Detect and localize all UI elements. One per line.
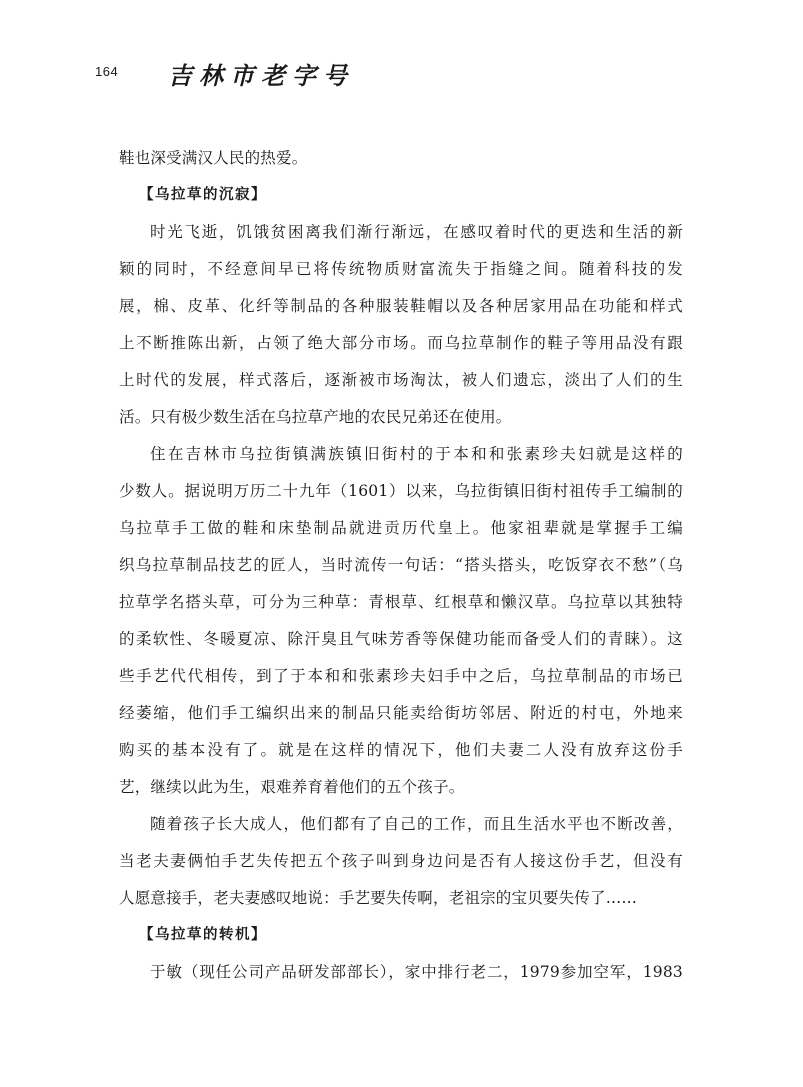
paragraph bbox=[119, 214, 683, 436]
book-title: 吉林市老字号 bbox=[168, 61, 354, 90]
paragraph bbox=[119, 806, 683, 917]
paragraph-line: 颖的同时，不经意间早已将传统物质财富流失于指缝之间。随着科技的发 bbox=[119, 260, 683, 278]
page-body bbox=[119, 140, 683, 991]
paragraph-line: 织乌拉草制品技艺的匠人，当时流传一句话：“搭头搭头，吃饭穿衣不愁”（乌 bbox=[119, 556, 683, 574]
paragraph-line: 拉草学名搭头草，可分为三种草：青根草、红根草和懒汉草。乌拉草以其独特 bbox=[119, 593, 683, 611]
paragraph-line: 少数人。据说明万历二十九年（1601）以来，乌拉街镇旧街村祖传手工编制的 bbox=[119, 482, 683, 500]
paragraph-line: 经萎缩，他们手工编织出来的制品只能卖给街坊邻居、附近的村屯，外地来 bbox=[119, 704, 683, 722]
paragraph-line: 的柔软性、冬暖夏凉、除汗臭且气味芳香等保健功能而备受人们的青睐）。这 bbox=[119, 630, 683, 648]
paragraph-line: 上不断推陈出新，占领了绝大部分市场。而乌拉草制作的鞋子等用品没有跟 bbox=[119, 334, 683, 352]
paragraph bbox=[119, 436, 683, 806]
paragraph-line: 当老夫妻俩怕手艺失传把五个孩子叫到身边问是否有人接这份手艺，但没有 bbox=[119, 852, 683, 870]
paragraph-line: 上时代的发展，样式落后，逐渐被市场淘汰，被人们遗忘，淡出了人们的生 bbox=[119, 371, 683, 389]
section-heading: 【乌拉草的沉寂】 bbox=[139, 187, 267, 203]
paragraph bbox=[119, 954, 683, 991]
paragraph-line: 些手艺代代相传，到了于本和和张素珍夫妇手中之后，乌拉草制品的市场已 bbox=[119, 667, 683, 685]
paragraph-line: 展，棉、皮革、化纤等制品的各种服装鞋帽以及各种居家用品在功能和样式 bbox=[119, 297, 683, 315]
paragraph-line: 活。只有极少数生活在乌拉草产地的农民兄弟还在使用。 bbox=[119, 408, 512, 426]
paragraph-line: 时光飞逝，饥饿贫困离我们渐行渐远，在感叹着时代的更迭和生活的新 bbox=[150, 223, 683, 241]
paragraph-line: 随着孩子长大成人，他们都有了自己的工作，而且生活水平也不断改善， bbox=[150, 815, 683, 833]
paragraph-line: 鞋也深受满汉人民的热爱。 bbox=[119, 149, 308, 167]
paragraph-line: 住在吉林市乌拉街镇满族镇旧街村的于本和和张素珍夫妇就是这样的 bbox=[150, 445, 683, 463]
page-number: 164 bbox=[95, 64, 119, 79]
section-heading: 【乌拉草的转机】 bbox=[139, 927, 267, 943]
paragraph-line: 人愿意接手，老夫妻感叹地说：手艺要失传啊，老祖宗的宝贝要失传了…… bbox=[119, 889, 638, 907]
paragraph-line: 艺，继续以此为生，艰难养育着他们的五个孩子。 bbox=[119, 778, 465, 796]
paragraph-line: 于敏（现任公司产品研发部部长），家中排行老二，1979参加空军，1983 bbox=[150, 963, 683, 981]
paragraph-line: 乌拉草手工做的鞋和床垫制品就进贡历代皇上。他家祖辈就是掌握手工编 bbox=[119, 519, 683, 537]
paragraph-line: 购买的基本没有了。就是在这样的情况下，他们夫妻二人没有放弃这份手 bbox=[119, 741, 683, 759]
